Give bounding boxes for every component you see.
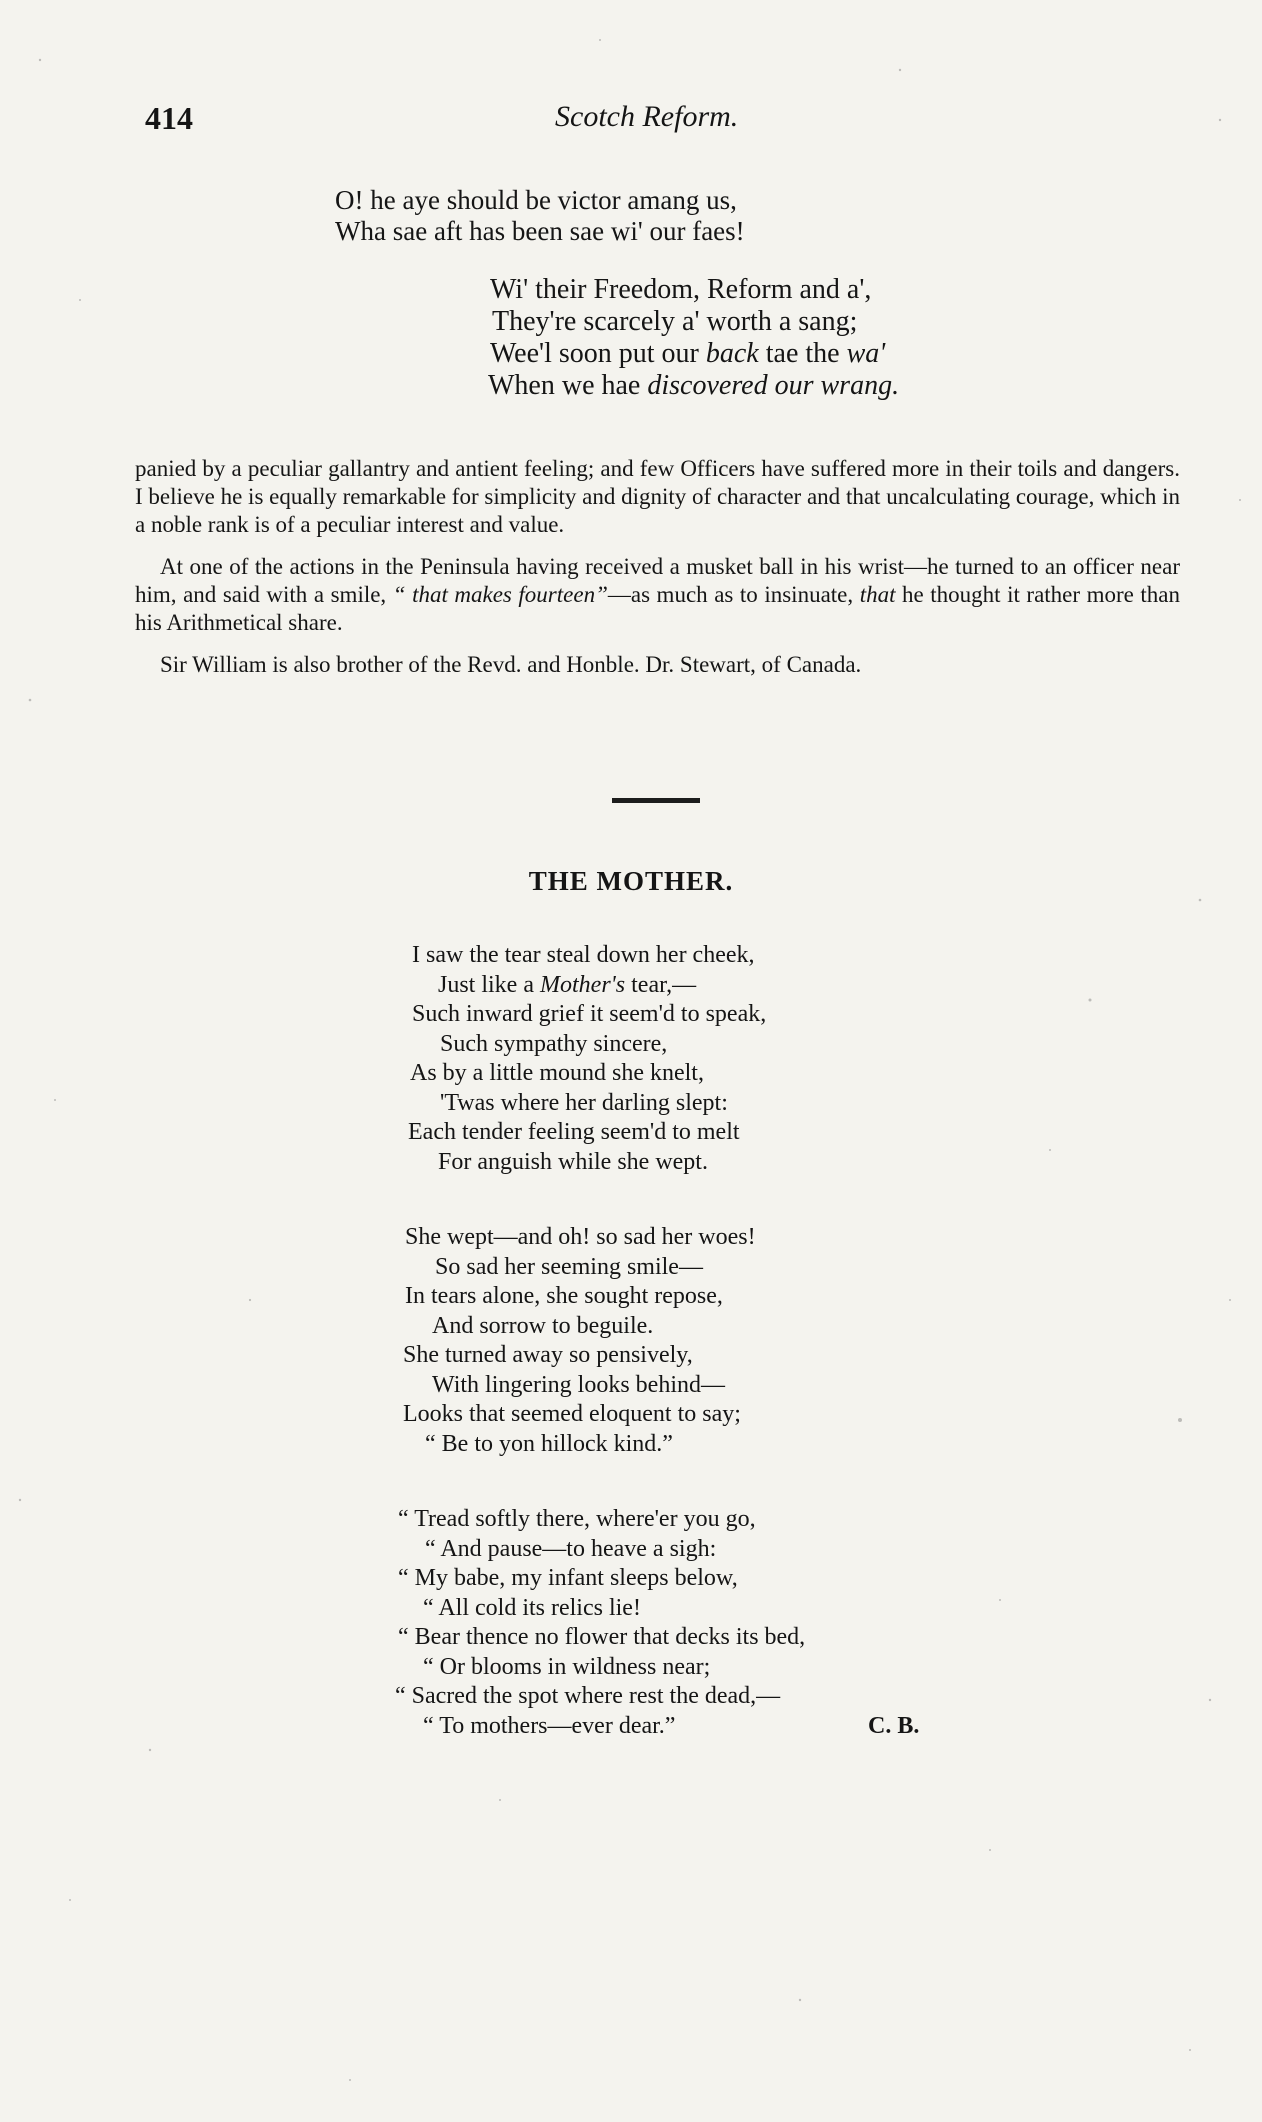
section-divider xyxy=(612,798,700,803)
verse-line: She turned away so pensively, xyxy=(403,1342,693,1368)
verse-line: I saw the tear steal down her cheek, xyxy=(412,942,755,968)
verse-line: As by a little mound she knelt, xyxy=(410,1060,704,1086)
verse-line: 'Twas where her darling slept: xyxy=(440,1090,728,1116)
verse-line: Looks that seemed eloquent to say; xyxy=(403,1401,741,1427)
verse-line: In tears alone, she sought repose, xyxy=(405,1283,723,1309)
page-header xyxy=(145,100,785,140)
verse-line: She wept—and oh! so sad her woes! xyxy=(405,1224,756,1250)
verse-line: “ My babe, my infant sleeps below, xyxy=(398,1565,738,1591)
verse-line: So sad her seeming smile— xyxy=(435,1254,703,1280)
verse-line: “ To mothers—ever dear.” xyxy=(423,1713,676,1739)
verse-line: “ All cold its relics lie! xyxy=(423,1595,641,1621)
verse-line: “ Be to yon hillock kind.” xyxy=(425,1431,673,1457)
page-number: 414 xyxy=(145,100,193,136)
verse-line: O! he aye should be victor amang us, xyxy=(335,185,737,215)
verse-line: When we hae discovered our wrang. xyxy=(488,370,900,401)
verse-line: “ Sacred the spot where rest the dead,— xyxy=(395,1683,781,1709)
verse-line: “ Or blooms in wildness near; xyxy=(423,1654,711,1680)
prose-section xyxy=(135,455,1180,693)
verse-line: “ Tread softly there, where'er you go, xyxy=(398,1506,756,1532)
verse-line: “ And pause—to heave a sigh: xyxy=(425,1536,717,1562)
verse-line: For anguish while she wept. xyxy=(438,1149,708,1175)
running-head: Scotch Reform. xyxy=(555,100,739,133)
verse-line: Just like a Mother's tear,— xyxy=(438,972,697,998)
paragraph: Sir William is also brother of the Revd. and Honble. Dr. Stewart, of Canada. xyxy=(160,652,862,677)
signature: C. B. xyxy=(868,1713,920,1739)
paragraph: panied by a peculiar gallantry and antient feeling; and few Officers have suffered more in their toils and dangers. I believe he is equally remarkable for simplicity and dignity of character and that uncalculating courage, which in a noble rank is of a peculiar interest and value. xyxy=(135,456,1180,537)
verse-line: Wee'l soon put our back tae the wa' xyxy=(490,338,886,369)
poem-title: THE MOTHER. xyxy=(528,866,734,896)
verse-line: Wi' their Freedom, Reform and a', xyxy=(490,274,872,305)
paragraph: At one of the actions in the Peninsula having received a musket ball in his wrist—he turned to an officer near him, and said with a smile, “ that makes fourteen”—as much as to insinuate, that he thought it rather more than his Arithmetical share. xyxy=(135,554,1180,635)
verse-line: They're scarcely a' worth a sang; xyxy=(492,306,858,337)
verse-line: Such inward grief it seem'd to speak, xyxy=(412,1001,767,1027)
verse-line: Wha sae aft has been sae wi' our faes! xyxy=(335,216,745,246)
verse-line: Such sympathy sincere, xyxy=(440,1031,668,1057)
verse-line: “ Bear thence no flower that decks its bed, xyxy=(398,1624,806,1650)
verse-line: With lingering looks behind— xyxy=(432,1372,726,1398)
verse-line: Each tender feeling seem'd to melt xyxy=(408,1119,740,1145)
verse-line: And sorrow to beguile. xyxy=(432,1313,654,1339)
